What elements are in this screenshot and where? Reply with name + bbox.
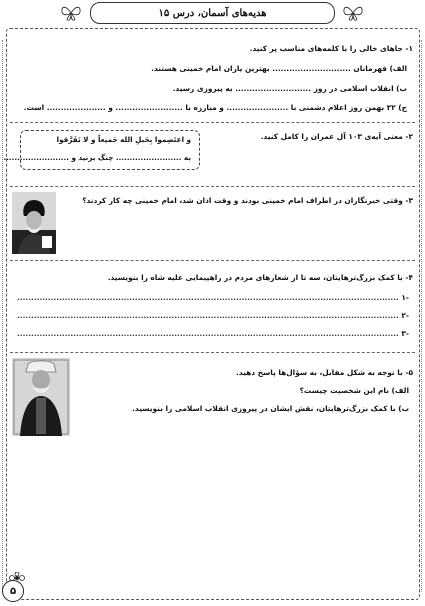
margin-line-left (2, 40, 4, 592)
photo-imam-khomeini (12, 192, 56, 254)
question-5-prompt (236, 368, 413, 377)
question-1 (12, 44, 413, 120)
question-2-prompt (261, 132, 413, 141)
answer-line-number: -۳ (401, 329, 409, 338)
question-number: ۵- (405, 368, 413, 377)
section-divider (10, 352, 415, 353)
photo-figure (12, 358, 70, 436)
answer-line-2[interactable] (17, 311, 409, 320)
answer-line-number: -۲ (401, 311, 409, 320)
worksheet-header (0, 0, 425, 30)
question-5 (76, 368, 413, 418)
question-4 (12, 273, 413, 343)
answer-blank: ........................................................................................................................................ (16, 293, 399, 302)
answer-blank: ........................................................................................................................................ (16, 311, 399, 320)
question-5-item-a[interactable]: الف) نام این شخصیت چیست؟ (299, 386, 409, 395)
butterfly-icon (342, 4, 364, 22)
margin-line-right (421, 40, 423, 592)
verse-meaning-blank[interactable]: به ........................ چنگ بزنید و ........................ (3, 153, 191, 162)
question-text: با توجه به شکل مقابل، به سؤال‌ها پاسخ دهید. (236, 368, 403, 377)
question-1-item-c[interactable]: ج) ۲۲ بهمن روز اعلام دشمنی با ...................... و مبارزه با ........................ و ..................... است. (23, 103, 407, 112)
worksheet-title: هدیه‌های آسمان، درس ۱۵ (158, 7, 267, 19)
section-divider (10, 260, 415, 261)
answer-line-1[interactable] (17, 293, 409, 302)
butterfly-icon (60, 4, 82, 22)
question-1-item-b[interactable]: ب) انقلاب اسلامی در روز ........................... به پیروزی رسید. (172, 84, 407, 93)
portrait-image (12, 192, 56, 254)
question-text: معنی آیه‌ی ۱۰۳ آل عمران را کامل کنید. (260, 132, 403, 141)
question-1-prompt (250, 44, 413, 53)
answer-blank: ........................................................................................................................................ (16, 329, 399, 338)
verse-box (3, 130, 200, 170)
portrait-image (12, 358, 70, 436)
question-number: ۲- (405, 132, 413, 141)
verse-text: و اعتَصِموا بِحَبلِ الله جَمیعاً و لا تَفَرَّقوا (56, 135, 191, 144)
question-text: با کمک بزرگ‌ترهایتان، سه تا از شعارهای مردم در راهپیمایی علیه شاه را بنویسید. (107, 273, 403, 282)
answer-line-3[interactable] (17, 329, 409, 338)
question-number: ۴- (405, 273, 413, 282)
question-text: وقتی خبرنگاران در اطراف امام خمینی بودند و وقت اذان شد، امام خمینی چه کار کردند؟ (82, 196, 403, 205)
question-text: جاهای خالی را با کلمه‌های مناسب پر کنید. (249, 44, 403, 53)
question-number: ۳- (405, 196, 413, 205)
header-banner (90, 2, 335, 24)
question-3 (60, 196, 413, 216)
section-divider (10, 186, 415, 187)
question-1-item-a[interactable]: الف) قهرمانان ............................ بهترین یاران امام خمینی هستند. (151, 64, 407, 73)
question-3-prompt (82, 196, 413, 205)
section-divider (10, 122, 415, 123)
question-4-prompt (108, 273, 413, 282)
answer-line-number: -۱ (401, 293, 409, 302)
page-number: ۵ (2, 580, 24, 602)
question-number: ۱- (405, 44, 413, 53)
question-5-item-b[interactable]: ب) با کمک بزرگ‌ترهایتان، نقش ایشان در پیروزی انقلاب اسلامی را بنویسید. (132, 404, 409, 413)
